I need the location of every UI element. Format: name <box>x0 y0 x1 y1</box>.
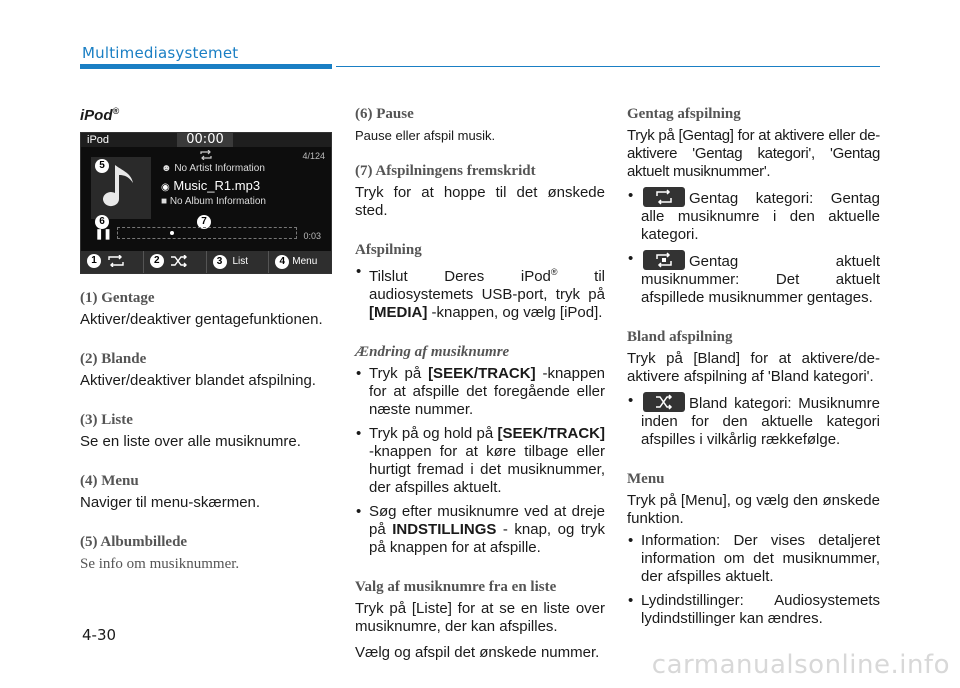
shuffle-icon <box>170 255 188 267</box>
repeat-status-icon <box>199 150 213 160</box>
section-title: Multimediasystemet <box>82 44 239 62</box>
repeat-icon <box>107 255 125 267</box>
callout-6: 6 <box>95 215 109 229</box>
heading-pause: (6) Pause <box>355 106 414 122</box>
text-shuffle: Aktiver/deaktiver blandet afspilning. <box>80 372 316 389</box>
heading-playback: Afspilning <box>355 242 422 258</box>
change-item-1: • Tryk på [SEEK/TRACK] -knappen for at afspille det foregående eller næste nummer. <box>355 365 605 419</box>
callout-5: 5 <box>95 159 109 173</box>
shuffle-button[interactable]: 2 <box>144 251 207 273</box>
heading-repeat: (1) Gentage <box>80 290 155 306</box>
heading-list: (3) Liste <box>80 412 133 428</box>
heading-progress: (7) Afspilningens fremskridt <box>355 163 536 179</box>
heading-repeat-playback: Gentag afspilning <box>627 106 741 122</box>
menu-list <box>627 532 880 628</box>
column-2 <box>355 106 605 662</box>
header-bar <box>80 64 332 69</box>
repeat-item-category: • Gentag kategori: Gentag alle musiknumre i den aktuelle kategori. <box>627 187 880 244</box>
text-shuffle-playback: Tryk på [Bland] for at aktivere/de-aktivere afspilning af 'Bland kategori'. <box>627 350 880 385</box>
text-progress: Tryk for at hoppe til det ønskede sted. <box>355 184 605 219</box>
text-menu-section: Tryk på [Menu], og vælg den ønskede funktion. <box>627 492 880 527</box>
heading-menu: (4) Menu <box>80 473 139 489</box>
repeat-track-icon <box>643 250 685 270</box>
heading-shuffle: (2) Blande <box>80 351 147 367</box>
ipod-screen <box>80 132 332 274</box>
change-item-2: • Tryk på og hold på [SEEK/TRACK] -knappen for at køre tilbage eller hurtigt fremad i det musiknummer, der afspilles aktuelt. <box>355 425 605 497</box>
column-3 <box>627 106 880 628</box>
list-button[interactable]: 3 List <box>207 251 270 273</box>
change-item-3: • Søg efter musiknumre ved at dreje på INDSTILLINGS - knap, og tryk på knappen for at afspille. <box>355 503 605 557</box>
repeat-category-icon <box>643 187 685 207</box>
heading-shuffle-playback: Bland afspilning <box>627 329 733 345</box>
album-info: ■ No Album Information <box>161 196 266 207</box>
person-icon: ☻ <box>161 163 172 174</box>
progress-bar[interactable] <box>117 227 297 239</box>
callout-7: 7 <box>197 215 211 229</box>
shuffle-list <box>627 392 880 449</box>
text-list: Se en liste over alle musiknumre. <box>80 433 301 450</box>
menu-item-information: • Information: Der vises detaljeret information om det musiknummer, der afspilles aktuelt. <box>627 532 880 586</box>
menu-item-sound: • Lydindstillinger: Audiosystemets lydindstillinger kan ændres. <box>627 592 880 628</box>
shuffle-item-category: • Bland kategori: Musiknumre inden for den aktuelle kategori afspilles i vilkårlig rækkefølge. <box>627 392 880 449</box>
text-repeat: Aktiver/deaktiver gentagefunktionen. <box>80 311 323 328</box>
playback-list <box>355 263 605 322</box>
heading-album-art: (5) Albumbillede <box>80 534 188 550</box>
elapsed-time: 0:03 <box>303 231 321 241</box>
menu-button[interactable]: 4 Menu <box>269 251 331 273</box>
watermark: carmanualsonline.info <box>651 650 950 680</box>
text-pause: Pause eller afspil musik. <box>355 128 496 143</box>
change-tracks-list <box>355 365 605 557</box>
text-repeat-playback: Tryk på [Gentag] for at aktivere eller de-aktivere 'Gentag kategori', 'Gentag aktuelt musiknummer'. <box>627 127 880 180</box>
repeat-item-track: • Gentag aktuelt musiknummer: Det aktuelt afspillede musiknummer gentages. <box>627 250 880 307</box>
ipod-heading: iPod® <box>80 106 120 124</box>
text-menu: Naviger til menu-skærmen. <box>80 494 261 511</box>
disc-icon: ◉ <box>161 182 170 193</box>
text-select-1: Tryk på [Liste] for at se en liste over musiknumre, der kan afspilles. <box>355 600 605 635</box>
page-number: 4-30 <box>82 626 117 644</box>
heading-change-tracks: Ændring af musiknumre <box>355 344 510 360</box>
screen-button-bar <box>81 251 331 273</box>
shuffle-category-icon <box>643 392 685 412</box>
screen-clock: 00:00 <box>177 133 233 147</box>
album-icon: ■ <box>161 196 168 207</box>
playback-item: • Tilslut Deres iPod® til audiosystemets USB-port, tryk på [MEDIA] -knappen, og vælg [iPod]. <box>355 263 605 322</box>
repeat-list <box>627 187 880 307</box>
text-select-2: Vælg og afspil det ønskede nummer. <box>355 644 600 661</box>
artist-info: ☻ No Artist Information <box>161 163 265 174</box>
column-1 <box>80 106 332 573</box>
heading-menu-section: Menu <box>627 471 665 487</box>
pause-icon[interactable]: ❚❚ <box>95 229 112 240</box>
heading-select-list: Valg af musiknumre fra en liste <box>355 579 557 595</box>
track-count: 4/124 <box>302 151 325 161</box>
repeat-button[interactable]: 1 <box>81 251 144 273</box>
text-album-art: Se info om musiknummer. <box>80 556 240 572</box>
progress-handle[interactable] <box>170 231 174 235</box>
screen-source-label: iPod <box>87 134 110 146</box>
header-rule <box>336 66 880 67</box>
song-info: ◉ Music_R1.mp3 <box>161 178 261 193</box>
